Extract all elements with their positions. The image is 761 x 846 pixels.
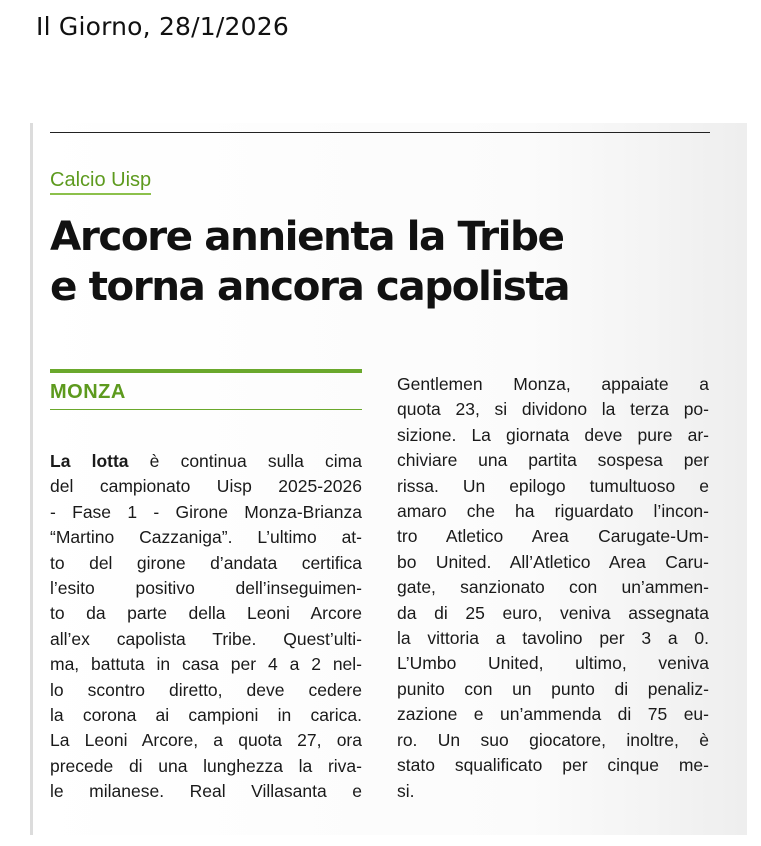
section-bar xyxy=(50,369,362,373)
section-underline xyxy=(50,409,362,410)
text-line: l’esito positivo dell’inseguimen- xyxy=(50,578,362,599)
text-line: si. xyxy=(397,780,415,801)
text-line: “Martino Cazzaniga”. L’ultimo at- xyxy=(50,527,362,548)
text-line: zazione e un’ammenda di 75 eu- xyxy=(397,704,709,725)
section-label: MONZA xyxy=(50,381,126,403)
article-kicker: Calcio Uisp xyxy=(50,168,151,195)
text-line: L’Umbo United, ultimo, veniva xyxy=(397,653,709,674)
text-line: ro. Un suo giocatore, inoltre, è xyxy=(397,729,709,750)
text-line: stato squalificato per cinque me- xyxy=(397,755,709,776)
newspaper-clipping xyxy=(30,123,747,835)
text-line: La Leoni Arcore, a quota 27, ora xyxy=(50,730,362,751)
text-line: lo scontro diretto, deve cedere xyxy=(50,679,362,700)
text-line: punito con un punto di penaliz- xyxy=(397,678,709,699)
headline-line: Arcore annienta la Tribe xyxy=(50,212,564,260)
text-line xyxy=(50,449,362,474)
text-line: all’ex capolista Tribe. Quest’ulti- xyxy=(50,628,362,649)
source-caption: Il Giorno, 28/1/2026 xyxy=(36,12,289,41)
text-line: le milanese. Real Villasanta e xyxy=(50,781,362,802)
text-line: bo United. All’Atletico Area Caru- xyxy=(397,551,709,572)
headline-line: e torna ancora capolista xyxy=(50,262,570,310)
text-line: la vittoria a tavolino per 3 a 0. xyxy=(397,628,709,649)
top-rule xyxy=(50,132,710,133)
text-line: del campionato Uisp 2025-2026 xyxy=(50,476,362,497)
text-fragment: è continua sulla cima xyxy=(128,451,362,471)
left-column xyxy=(50,369,362,805)
clipping-edge xyxy=(30,123,33,835)
text-line: la corona ai campioni in carica. xyxy=(50,705,362,726)
left-column-text xyxy=(50,449,362,805)
text-line: amaro che ha riguardato l’incon- xyxy=(397,501,709,522)
article-headline xyxy=(50,211,730,311)
text-line: tro Atletico Area Carugate-Um- xyxy=(397,526,709,547)
text-line: gate, sanzionato con un’ammen- xyxy=(397,577,709,598)
text-line: chiviare una partita sospesa per xyxy=(397,450,709,471)
lead-word: La lotta xyxy=(50,451,129,471)
text-line: Gentlemen Monza, appaiate a xyxy=(397,374,709,394)
text-line: to del girone d’andata certifica xyxy=(50,552,362,573)
text-line: precede di una lunghezza la riva- xyxy=(50,755,362,776)
text-line: da di 25 euro, veniva assegnata xyxy=(397,602,709,623)
text-line: sizione. La giornata deve pure ar- xyxy=(397,424,709,445)
right-column xyxy=(397,372,709,804)
right-column-text xyxy=(397,372,709,804)
text-line: rissa. Un epilogo tumultuoso e xyxy=(397,475,709,496)
text-line: ma, battuta in casa per 4 a 2 nel- xyxy=(50,654,362,675)
text-line: quota 23, si dividono la terza po- xyxy=(397,399,709,420)
text-line: to da parte della Leoni Arcore xyxy=(50,603,362,624)
text-line: - Fase 1 - Girone Monza-Brianza xyxy=(50,501,362,522)
